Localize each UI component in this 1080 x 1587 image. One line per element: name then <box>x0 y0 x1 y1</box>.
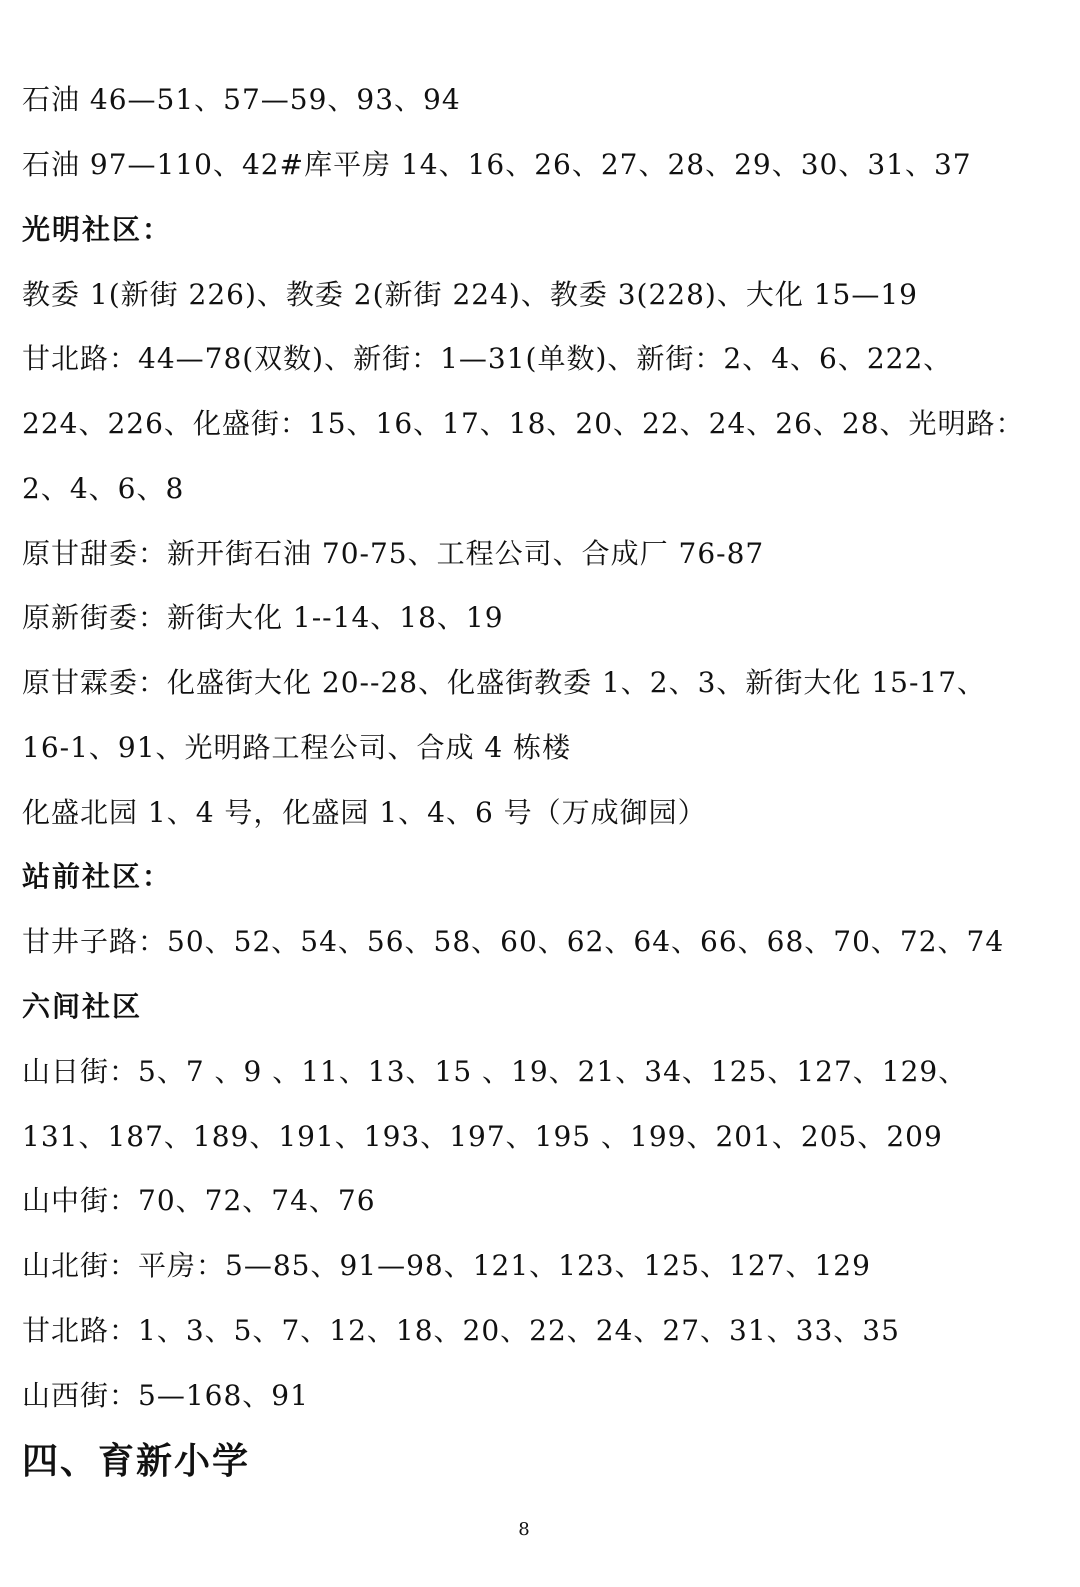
text-line: 原甘甜委：新开街石油 70-75、工程公司、合成厂 76-87 <box>22 537 765 570</box>
page-number: 8 <box>518 1519 530 1540</box>
text-line: 山中街：70、72、74、76 <box>22 1184 376 1217</box>
text-line: 化盛北园 1、4 号，化盛园 1、4、6 号（万成御园） <box>22 796 707 829</box>
text-line: 原新街委：新街大化 1--14、18、19 <box>22 601 504 634</box>
text-line: 2、4、6、8 <box>22 472 185 505</box>
text-line: 原甘霖委：化盛街大化 20--28、化盛街教委 1、2、3、新街大化 15-17、 <box>22 666 987 699</box>
text-line: 16-1、91、光明路工程公司、合成 4 栋楼 <box>22 731 572 764</box>
text-line: 131、187、189、191、193、197、195 、199、201、205、209 <box>22 1120 943 1153</box>
text-line: 甘井子路：50、52、54、56、58、60、62、64、66、68、70、72、74 <box>22 925 1005 958</box>
section-label-guangming: 光明社区： <box>22 213 173 246</box>
text-line: 甘北路：44—78(双数)、新街：1—31(单数)、新街：2、4、6、222、 <box>22 342 953 375</box>
text-line: 教委 1(新街 226)、教委 2(新街 224)、教委 3(228)、大化 15—19 <box>22 278 918 311</box>
text-line: 甘北路：1、3、5、7、12、18、20、22、24、27、31、33、35 <box>22 1314 900 1347</box>
text-line: 山西街：5—168、91 <box>22 1379 309 1412</box>
text-line: 石油 46—51、57—59、93、94 <box>22 83 461 116</box>
text-line: 224、226、化盛街：15、16、17、18、20、22、24、26、28、光明路： <box>22 407 1025 440</box>
section-heading: 四、育新小学 <box>22 1441 251 1482</box>
text-line: 山日街：5、7 、9 、11、13、15 、19、21、34、125、127、129、 <box>22 1055 968 1088</box>
section-label-zhanqian: 站前社区： <box>22 860 173 893</box>
text-line: 石油 97—110、42#库平房 14、16、26、27、28、29、30、31、37 <box>22 148 972 181</box>
section-label-liujian: 六间社区 <box>22 990 143 1023</box>
text-line: 山北街：平房：5—85、91—98、121、123、125、127、129 <box>22 1249 871 1282</box>
